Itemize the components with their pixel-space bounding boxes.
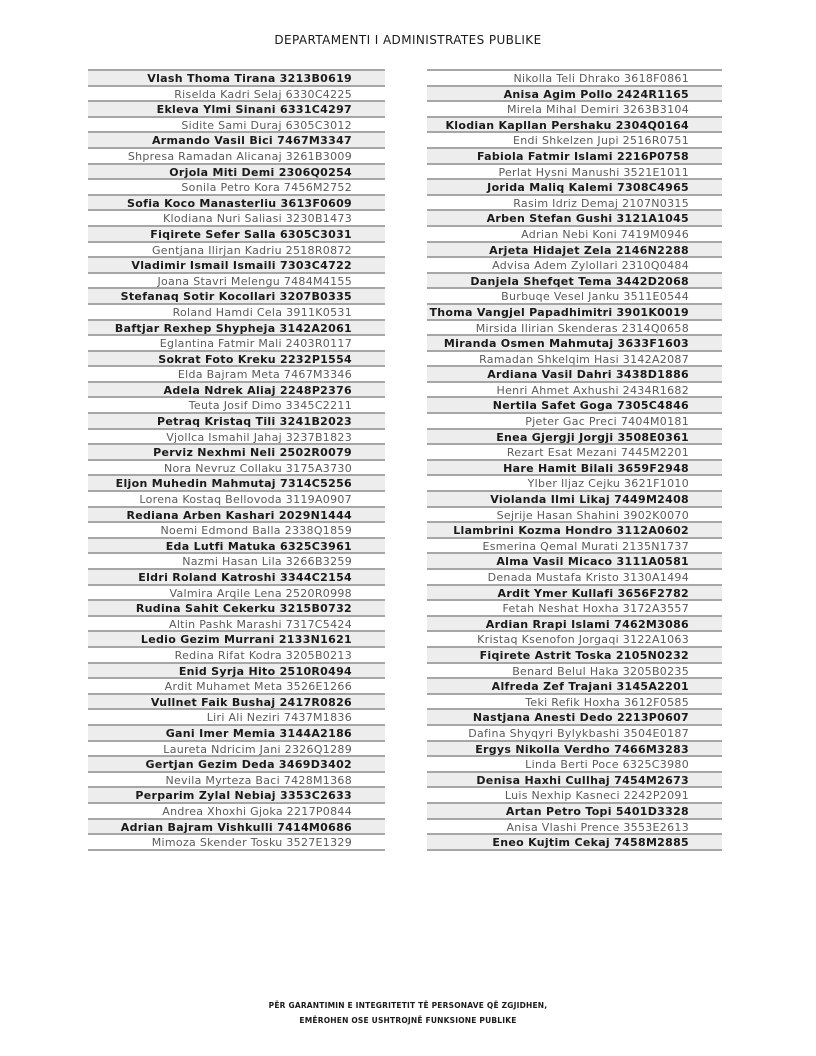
person-row: Adela Ndrek Aliaj 2248P2376 [88,383,385,399]
person-row: Mimoza Skender Tosku 3527E1329 [88,835,385,851]
person-row: Noemi Edmond Balla 2338Q1859 [88,523,385,539]
person-row: Ramadan Shkelqim Hasi 3142A2087 [427,352,722,368]
person-row: Burbuqe Vesel Janku 3511E0544 [427,289,722,305]
person-row: Linda Berti Poce 6325C3980 [427,757,722,773]
person-row: Teuta Josif Dimo 3345C2211 [88,398,385,414]
person-row: Vjollca Ismahil Jahaj 3237B1823 [88,430,385,446]
right-column-table [427,69,722,851]
person-row: Rediana Arben Kashari 2029N1444 [88,508,385,524]
person-row: Rudina Sahit Cekerku 3215B0732 [88,601,385,617]
person-row: Arben Stefan Gushi 3121A1045 [427,211,722,227]
person-row: Redina Rifat Kodra 3205B0213 [88,648,385,664]
person-row: Danjela Shefqet Tema 3442D2068 [427,274,722,290]
person-row: Riselda Kadri Selaj 6330C4225 [88,87,385,103]
person-row: Armando Vasil Bici 7467M3347 [88,133,385,149]
person-row: Nastjana Anesti Dedo 2213P0607 [427,710,722,726]
person-row: Eneo Kujtim Cekaj 7458M2885 [427,835,722,851]
person-row: Ardiana Vasil Dahri 3438D1886 [427,367,722,383]
person-row: Rasim Idriz Demaj 2107N0315 [427,196,722,212]
person-row: Sofia Koco Manasterliu 3613F0609 [88,196,385,212]
person-row: Denisa Haxhi Cullhaj 7454M2673 [427,773,722,789]
left-column-table [88,69,385,851]
person-row: Eda Lutfi Matuka 6325C3961 [88,539,385,555]
person-row: Andrea Xhoxhi Gjoka 2217P0844 [88,804,385,820]
person-row: Roland Hamdi Cela 3911K0531 [88,305,385,321]
person-row: Eldri Roland Katroshi 3344C2154 [88,570,385,586]
person-row: Valmira Arqile Lena 2520R0998 [88,586,385,602]
person-row: Pjeter Gac Preci 7404M0181 [427,414,722,430]
person-row: Fiqirete Sefer Salla 6305C3031 [88,227,385,243]
person-row: Vullnet Faik Bushaj 2417R0826 [88,695,385,711]
person-row: Adrian Nebi Koni 7419M0946 [427,227,722,243]
person-row: Fabiola Fatmir Islami 2216P0758 [427,149,722,165]
person-row: Ylber Iljaz Cejku 3621F1010 [427,476,722,492]
person-row: Kristaq Ksenofon Jorgaqi 3122A1063 [427,632,722,648]
person-row: Advisa Adem Zylollari 2310Q0484 [427,258,722,274]
person-row: Lorena Kostaq Bellovoda 3119A0907 [88,492,385,508]
person-row: Laureta Ndricim Jani 2326Q1289 [88,742,385,758]
person-row: Ledio Gezim Murrani 2133N1621 [88,632,385,648]
page-title: DEPARTAMENTI I ADMINISTRATES PUBLIKE [274,33,542,47]
person-row: Shpresa Ramadan Alicanaj 3261B3009 [88,149,385,165]
person-row: Anisa Agim Pollo 2424R1165 [427,87,722,103]
person-row: Endi Shkelzen Jupi 2516R0751 [427,133,722,149]
person-row: Nertila Safet Goga 7305C4846 [427,398,722,414]
person-row: Arjeta Hidajet Zela 2146N2288 [427,243,722,259]
person-row: Gani Imer Memia 3144A2186 [88,726,385,742]
person-row: Adrian Bajram Vishkulli 7414M0686 [88,820,385,836]
person-row: Eljon Muhedin Mahmutaj 7314C5256 [88,476,385,492]
footer-line-2: EMËROHEN OSE USHTROJNË FUNKSIONE PUBLIKE [299,1016,517,1025]
person-row: Nora Nevruz Collaku 3175A3730 [88,461,385,477]
footer-note [0,998,816,1028]
person-row: Anisa Vlashi Prence 3553E2613 [427,820,722,836]
person-row: Thoma Vangjel Papadhimitri 3901K0019 [427,305,722,321]
person-row: Teki Refik Hoxha 3612F0585 [427,695,722,711]
person-row: Ardit Muhamet Meta 3526E1266 [88,679,385,695]
person-row: Miranda Osmen Mahmutaj 3633F1603 [427,336,722,352]
person-row: Rezart Esat Mezani 7445M2201 [427,445,722,461]
person-row: Benard Belul Haka 3205B0235 [427,664,722,680]
person-row: Fiqirete Astrit Toska 2105N0232 [427,648,722,664]
person-row: Ekleva Ylmi Sinani 6331C4297 [88,102,385,118]
person-row: Sejrije Hasan Shahini 3902K0070 [427,508,722,524]
person-row: Dafina Shyqyri Bylykbashi 3504E0187 [427,726,722,742]
person-row: Enea Gjergji Jorgji 3508E0361 [427,430,722,446]
person-row: Nikolla Teli Dhrako 3618F0861 [427,71,722,87]
person-row: Ergys Nikolla Verdho 7466M3283 [427,742,722,758]
person-row: Vlash Thoma Tirana 3213B0619 [88,71,385,87]
footer-line-1: PËR GARANTIMIN E INTEGRITETIT TË PERSONAVE QË ZGJIDHEN, [268,1001,548,1010]
person-row: Mirsida Ilirian Skenderas 2314Q0658 [427,321,722,337]
person-row: Perviz Nexhmi Neli 2502R0079 [88,445,385,461]
person-row: Mirela Mihal Demiri 3263B3104 [427,102,722,118]
person-row: Nazmi Hasan Lila 3266B3259 [88,554,385,570]
person-row: Eglantina Fatmir Mali 2403R0117 [88,336,385,352]
person-row: Denada Mustafa Kristo 3130A1494 [427,570,722,586]
person-row: Orjola Miti Demi 2306Q0254 [88,165,385,181]
person-row: Hare Hamit Bilali 3659F2948 [427,461,722,477]
person-row: Sidite Sami Duraj 6305C3012 [88,118,385,134]
person-row: Jorida Maliq Kalemi 7308C4965 [427,180,722,196]
person-row: Klodian Kapllan Pershaku 2304Q0164 [427,118,722,134]
person-row: Stefanaq Sotir Kocollari 3207B0335 [88,289,385,305]
person-row: Henri Ahmet Axhushi 2434R1682 [427,383,722,399]
person-row: Liri Ali Neziri 7437M1836 [88,710,385,726]
person-row: Petraq Kristaq Tili 3241B2023 [88,414,385,430]
person-row: Violanda Ilmi Likaj 7449M2408 [427,492,722,508]
person-row: Esmerina Qemal Murati 2135N1737 [427,539,722,555]
person-row: Perlat Hysni Manushi 3521E1011 [427,165,722,181]
person-row: Sonila Petro Kora 7456M2752 [88,180,385,196]
person-row: Perparim Zylal Nebiaj 3353C2633 [88,788,385,804]
person-row: Vladimir Ismail Ismaili 7303C4722 [88,258,385,274]
person-row: Llambrini Kozma Hondro 3112A0602 [427,523,722,539]
person-row: Sokrat Foto Kreku 2232P1554 [88,352,385,368]
person-row: Ardian Rrapi Islami 7462M3086 [427,617,722,633]
person-row: Alfreda Zef Trajani 3145A2201 [427,679,722,695]
person-row: Klodiana Nuri Saliasi 3230B1473 [88,211,385,227]
person-row: Altin Pashk Marashi 7317C5424 [88,617,385,633]
person-row: Baftjar Rexhep Shypheja 3142A2061 [88,321,385,337]
person-row: Nevila Myrteza Baci 7428M1368 [88,773,385,789]
person-row: Alma Vasil Micaco 3111A0581 [427,554,722,570]
person-row: Joana Stavri Melengu 7484M4155 [88,274,385,290]
person-row: Gentjana Ilirjan Kadriu 2518R0872 [88,243,385,259]
person-row: Artan Petro Topi 5401D3328 [427,804,722,820]
person-row: Fetah Neshat Hoxha 3172A3557 [427,601,722,617]
person-row: Elda Bajram Meta 7467M3346 [88,367,385,383]
person-row: Luis Nexhip Kasneci 2242P2091 [427,788,722,804]
person-row: Gertjan Gezim Deda 3469D3402 [88,757,385,773]
person-row: Ardit Ymer Kullafi 3656F2782 [427,586,722,602]
person-row: Enid Syrja Hito 2510R0494 [88,664,385,680]
